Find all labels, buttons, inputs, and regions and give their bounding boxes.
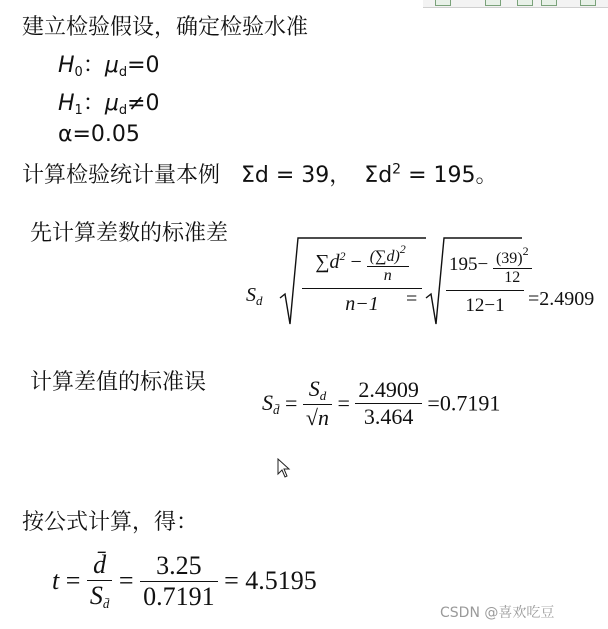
sd-denominator: n−1 (345, 293, 379, 315)
toolbar-button[interactable] (580, 0, 596, 6)
sd-numeric-fraction: 195− $\frac{(39)^2}{12}$ 12−1 (446, 244, 524, 317)
step1-heading: 建立检验假设，确定检验水准 (22, 15, 309, 40)
h1-subscript: 1 (74, 103, 83, 118)
sd-fraction: $\sum d^2$ − $\frac{(\sum d)^2}{n}$ n−1 (302, 242, 422, 316)
sum-d: Σd = 39， (241, 163, 352, 188)
se-formula: $S_{d̄}$ = $\frac{S_d}{√n}$ = $\frac{2.4909}{3.464}$ =0.7191 (262, 376, 501, 430)
h1-line (58, 86, 160, 118)
h1-symbol: H (58, 91, 75, 116)
sum-d2-sup: 2 (392, 161, 402, 178)
h1-mu: μ (104, 91, 119, 116)
h0-relation: =0 (127, 53, 160, 78)
inner-fraction: $\frac{(\sum d)^2}{n}$ (367, 242, 409, 285)
step2-heading: 计算检验统计量本例 (22, 163, 221, 188)
toolbar-button[interactable] (485, 0, 501, 6)
toolbar-button[interactable] (517, 0, 533, 6)
alpha-line: α=0.05 (58, 122, 140, 147)
h1-mu-subscript: d (118, 103, 128, 118)
step3-heading: 先计算差数的标准差 (30, 221, 229, 246)
toolbar-strip (423, 0, 608, 8)
h0-mu-subscript: d (118, 65, 128, 80)
h0-subscript: 0 (74, 65, 83, 80)
se-lhs: $S_{d̄}$ (262, 389, 280, 417)
toolbar-button[interactable] (541, 0, 557, 6)
h0-mu: μ (104, 53, 119, 78)
se-numeric-fraction: $\frac{2.4909}{3.464}$ (355, 377, 422, 430)
t-numeric-fraction: $\frac{3.25}{0.7191}$ (140, 551, 218, 612)
t-result: = 4.5195 (224, 566, 317, 595)
sum-d-squared: $\sum d^2$ (315, 249, 346, 274)
h1-relation: ≠0 (127, 91, 160, 116)
sd-result: =2.4909 (528, 288, 595, 310)
h1-colon: ： (82, 91, 105, 116)
t-formula: t = $\frac{d̄}{S_{d̄}}$ = $\frac{3.25}{0.7191}$ = 4.5195 (52, 550, 317, 611)
t-lhs: t (52, 566, 60, 595)
toolbar-button[interactable] (435, 0, 451, 6)
mouse-cursor-icon (277, 458, 291, 478)
step4-heading: 计算差值的标准误 (30, 370, 207, 395)
sum-d2-tail: = 195。 (401, 163, 498, 188)
step5-heading: 按公式计算，得： (22, 510, 199, 535)
sd-lhs: $S_d$ (246, 284, 263, 308)
se-result: =0.7191 (427, 390, 501, 416)
sum-d2-lead: Σd (364, 163, 393, 188)
csdn-watermark: CSDN @喜欢吃豆 (440, 605, 555, 621)
h0-symbol: H (58, 53, 75, 78)
t-fraction: $\frac{d̄}{S_{d̄}}$ (87, 550, 113, 612)
se-fraction: $\frac{S_d}{√n}$ (303, 376, 332, 431)
h0-line (58, 48, 160, 80)
sd-equals-2: = (406, 288, 418, 310)
step2-line (22, 158, 498, 189)
h0-colon: ： (82, 53, 105, 78)
